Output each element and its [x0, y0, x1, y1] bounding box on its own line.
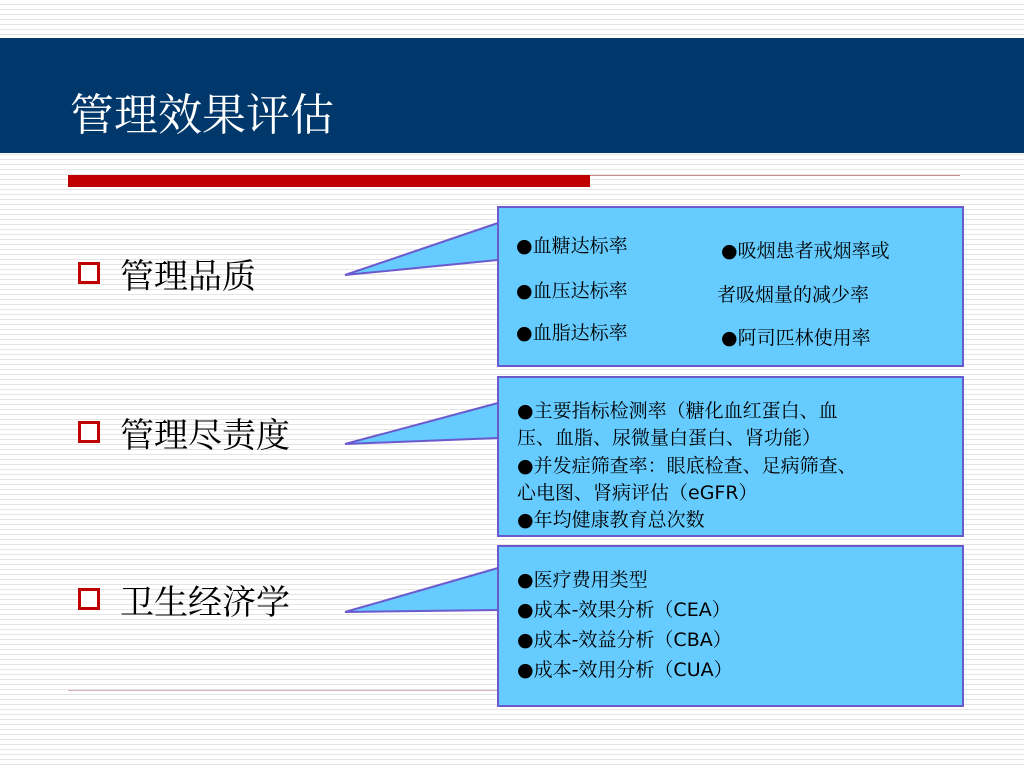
- callout-pointer-quality: [345, 223, 498, 275]
- slide-title: 管理效果评估: [70, 90, 334, 141]
- callout-responsibility: [497, 376, 964, 537]
- callout-text-line: ●血糖达标率: [516, 235, 628, 257]
- callout-text-line: ●年均健康教育总次数: [517, 509, 705, 531]
- item-label: 管理品质: [120, 256, 256, 297]
- callout-pointer-responsibility: [345, 403, 498, 444]
- callout-text-line: ●阿司匹林使用率: [721, 327, 871, 349]
- item-label: 管理尽责度: [120, 415, 290, 456]
- callout-text-line: 者吸烟量的减少率: [717, 284, 870, 306]
- callout-text-line: ●吸烟患者戒烟率或: [721, 240, 890, 262]
- callout-text-line: ●主要指标检测率（糖化血红蛋白、血: [517, 400, 838, 422]
- callout-text-line: ●成本-效用分析（CUA）: [517, 659, 733, 681]
- callout-economics: [497, 545, 964, 707]
- callout-text-line: ●成本-效益分析（CBA）: [517, 629, 732, 651]
- callout-text-line: ●血脂达标率: [516, 322, 628, 344]
- callout-text-line: ●并发症筛查率：眼底检查、足病筛查、: [517, 455, 857, 477]
- callout-text-line: 压、血脂、尿微量白蛋白、肾功能）: [517, 427, 822, 449]
- callout-pointer-economics: [345, 568, 498, 612]
- callout-text-line: ●医疗费用类型: [517, 569, 648, 591]
- callout-text-line: ●血压达标率: [516, 280, 628, 302]
- item-label: 卫生经济学: [120, 582, 290, 623]
- callout-quality: [497, 206, 964, 367]
- callout-text-line: 心电图、肾病评估（eGFR）: [517, 482, 758, 504]
- callout-text-line: ●成本-效果分析（CEA）: [517, 599, 731, 621]
